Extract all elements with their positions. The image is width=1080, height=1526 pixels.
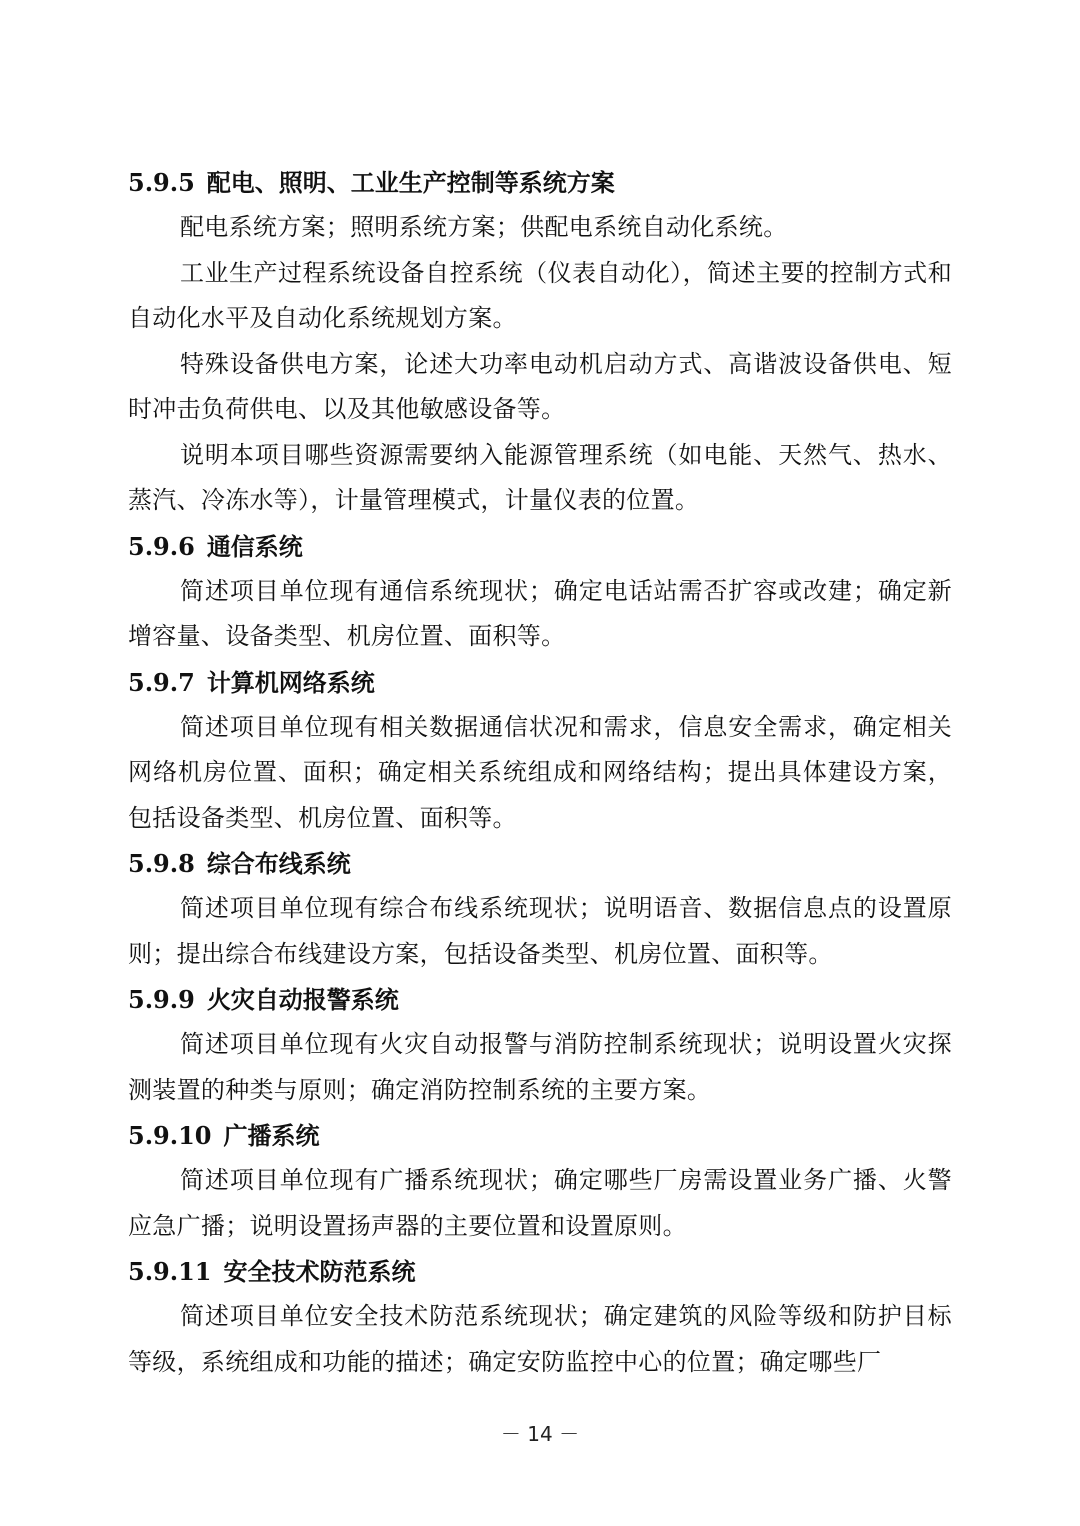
paragraph: 简述项目单位现有相关数据通信状况和需求，信息安全需求，确定相关网络机房位置、面积；确定相关系统组成和网络结构；提出具体建设方案，包括设备类型、机房位置、面积等。 (128, 712, 952, 832)
section-number: 5.9.11 (128, 1257, 212, 1286)
section-heading-5-9-6 (128, 524, 952, 569)
section-number: 5.9.10 (128, 1121, 212, 1150)
paragraph: 工业生产过程系统设备自控系统（仪表自动化），简述主要的控制方式和自动化水平及自动化系统规划方案。 (128, 258, 952, 332)
paragraph: 简述项目单位现有通信系统现状；确定电话站需否扩容或改建；确定新增容量、设备类型、机房位置、面积等。 (128, 576, 952, 650)
section-title: 配电、照明、工业生产控制等系统方案 (206, 168, 615, 197)
section-heading-5-9-5 (128, 160, 952, 205)
paragraph: 说明本项目哪些资源需要纳入能源管理系统（如电能、天然气、热水、蒸汽、冷冻水等），计量管理模式，计量仪表的位置。 (128, 440, 952, 514)
section-title: 计算机网络系统 (206, 667, 375, 697)
page-content (128, 160, 952, 1385)
paragraph: 简述项目单位现有火灾自动报警与消防控制系统现状；说明设置火灾探测装置的种类与原则；确定消防控制系统的主要方案。 (128, 1030, 952, 1104)
section-title: 综合布线系统 (206, 849, 351, 878)
section-title: 广播系统 (223, 1121, 320, 1150)
section-heading-5-9-9 (128, 977, 952, 1022)
section-title: 通信系统 (206, 531, 303, 561)
paragraph: 特殊设备供电方案，论述大功率电动机启动方式、高谐波设备供电、短时冲击负荷供电、以及其他敏感设备等。 (128, 349, 952, 423)
section-number: 5.9.8 (128, 849, 195, 878)
section-heading-5-9-10 (128, 1113, 952, 1158)
section-number: 5.9.7 (128, 667, 195, 697)
section-heading-5-9-11 (128, 1249, 952, 1294)
paragraph: 简述项目单位安全技术防范系统现状；确定建筑的风险等级和防护目标等级，系统组成和功能的描述；确定安防监控中心的位置；确定哪些厂 (128, 1302, 952, 1376)
paragraph: 配电系统方案；照明系统方案；供配电系统自动化系统。 (180, 213, 788, 241)
section-number: 5.9.5 (128, 168, 195, 197)
page-number: － 14 － (500, 1422, 580, 1446)
paragraph: 简述项目单位现有广播系统现状；确定哪些厂房需设置业务广播、火警应急广播；说明设置扬声器的主要位置和设置原则。 (128, 1166, 952, 1240)
section-heading-5-9-7 (128, 660, 952, 705)
section-title: 安全技术防范系统 (223, 1257, 416, 1286)
section-number: 5.9.9 (128, 985, 195, 1014)
section-heading-5-9-8 (128, 841, 952, 886)
section-number: 5.9.6 (128, 531, 195, 561)
section-title: 火灾自动报警系统 (206, 985, 399, 1014)
paragraph: 简述项目单位现有综合布线系统现状；说明语音、数据信息点的设置原则；提出综合布线建设方案，包括设备类型、机房位置、面积等。 (128, 894, 952, 968)
